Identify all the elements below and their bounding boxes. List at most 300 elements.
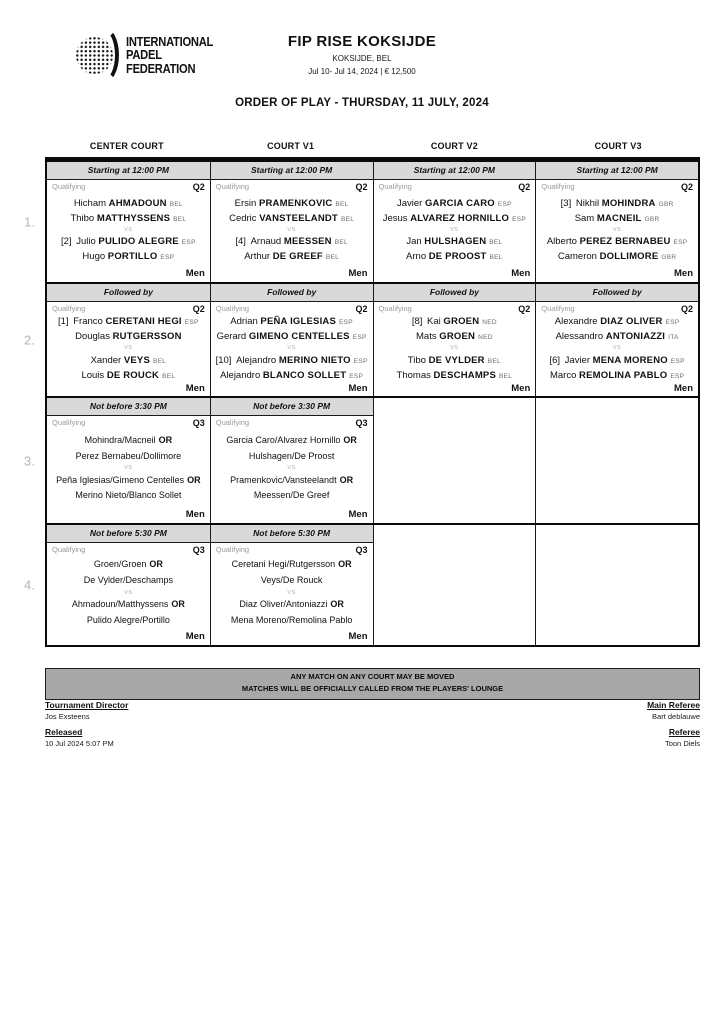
or-label: OR: [158, 434, 173, 445]
country-code: GBR: [658, 200, 674, 208]
released-timestamp: 10 Jul 2024 5:07 PM: [45, 739, 114, 748]
country-code: BEL: [340, 215, 355, 223]
first-name: Jan: [406, 236, 425, 248]
schedule-row: [24, 523, 698, 645]
first-name: Julio: [76, 236, 99, 248]
round-label: Q3: [192, 418, 205, 428]
time-band: Starting at 12:00 PM: [47, 162, 210, 180]
vs-label: VS: [612, 226, 622, 233]
country-code: NED: [482, 319, 497, 326]
time-band: Followed by: [374, 284, 536, 302]
team-line: Ahmadoun/Matthyssens OR: [71, 599, 185, 610]
country-code: ESP: [512, 215, 527, 223]
teams-block: [541, 314, 693, 383]
last-name: GIMENO CENTELLES: [248, 331, 350, 343]
vs-label: VS: [450, 345, 459, 352]
match-foot: [216, 631, 368, 642]
match-cell-empty: [535, 398, 698, 523]
match-foot: [216, 268, 368, 279]
first-name: Marco: [549, 369, 580, 381]
match-foot: [52, 631, 205, 642]
last-name: BLANCO SOLLET: [262, 369, 347, 381]
event-dates-prize: Jul 10- Jul 14, 2024 | € 12,500: [308, 67, 416, 76]
team-line: Perez Bernabeu/Dollimore: [75, 450, 182, 461]
teams-block: [216, 555, 368, 631]
player-line: [70, 211, 186, 226]
last-name: DE VYLDER: [428, 354, 485, 366]
first-name: Kai: [427, 316, 444, 327]
tournament-director-name: Jos Exsteens: [45, 712, 90, 721]
country-code: NED: [478, 334, 493, 342]
last-name: VEYS: [123, 354, 150, 366]
country-code: ESP: [353, 357, 368, 365]
country-code: BEL: [489, 254, 503, 262]
teams-block: [52, 314, 205, 383]
last-name: REMOLINA PABLO: [579, 369, 668, 381]
country-code: ESP: [665, 319, 680, 326]
team-line: Groen/Groen OR: [93, 559, 163, 570]
first-name: Javier: [396, 197, 425, 209]
first-name: Nikhil: [575, 197, 602, 209]
teams-block: [52, 428, 205, 509]
time-band: Starting at 12:00 PM: [374, 162, 536, 180]
gender-label: Men: [511, 268, 531, 279]
vs-label: VS: [450, 226, 459, 233]
teams-block: [216, 428, 368, 509]
logo-line: PADEL: [126, 47, 162, 63]
country-code: GBR: [661, 254, 677, 262]
match-head: [52, 418, 205, 428]
seed-label: [10]: [215, 354, 235, 366]
first-name: Alessandro: [555, 331, 606, 343]
seed-label: [3]: [560, 197, 574, 209]
seed-label: [8]: [411, 316, 426, 327]
country-code: BEL: [325, 254, 340, 262]
first-name: Thibo: [70, 212, 97, 224]
last-name: MOHINDRA: [601, 197, 656, 209]
vs-label: VS: [124, 226, 133, 233]
team-line: Hulshagen/De Proost: [248, 450, 335, 461]
first-name: Xander: [90, 354, 124, 366]
footer-right: [647, 700, 700, 754]
match-content: [47, 180, 210, 282]
teams-block: [541, 192, 693, 268]
notice-bar: [45, 668, 700, 700]
first-name: Louis: [81, 369, 107, 381]
team-line: Diaz Oliver/Antoniazzi OR: [239, 599, 344, 610]
match-head: [52, 545, 205, 555]
gender-label: Men: [185, 268, 205, 279]
match-foot: [541, 268, 693, 279]
referee-name: Toon Diels: [664, 739, 700, 748]
team-line: Garcia Caro/Alvarez Hornillo OR: [226, 434, 357, 445]
match-foot: [541, 383, 693, 394]
match-cell: [210, 525, 373, 645]
schedule-row: [24, 282, 698, 396]
match-cell-empty: [535, 525, 698, 645]
seed-label: [1]: [58, 316, 72, 327]
match-content: [374, 180, 536, 282]
country-code: ESP: [181, 239, 196, 247]
match-head: [379, 304, 531, 314]
referee-label: Referee: [668, 727, 700, 737]
match-foot: [52, 509, 205, 520]
match-cell: [47, 525, 210, 645]
match-content: [47, 543, 210, 645]
round-label: Q2: [518, 304, 531, 314]
court-header-row: [45, 141, 700, 151]
match-head: [541, 304, 693, 314]
match-head: [379, 182, 531, 192]
match-head: [216, 545, 368, 555]
released-label: Released: [45, 727, 83, 737]
team-line: Pramenkovic/Vansteelandt OR: [230, 474, 354, 485]
last-name: PULIDO ALEGRE: [98, 236, 179, 248]
teams-block: [379, 314, 531, 383]
event-location: KOKSIJDE, BEL: [332, 54, 392, 63]
seed-label: [6]: [549, 354, 563, 366]
round-label: Q3: [355, 545, 368, 555]
page-title: ORDER OF PLAY - THURSDAY, 11 JULY, 2024: [235, 97, 489, 109]
row-number: 4.: [24, 577, 35, 593]
player-line: [397, 196, 512, 211]
schedule-row: [24, 162, 698, 282]
court-name-v2: COURT V2: [430, 141, 478, 151]
teams-block: [379, 192, 531, 268]
team-line: Pulido Alegre/Portillo: [86, 614, 170, 625]
country-code: ESP: [670, 372, 685, 380]
round-label: Q2: [192, 304, 205, 314]
match-content: [374, 302, 536, 397]
country-code: BEL: [162, 372, 176, 380]
last-name: PRAMENKOVIC: [258, 197, 333, 209]
first-name: Hugo: [82, 251, 108, 263]
player-line: [383, 211, 526, 226]
match-cell: [535, 162, 698, 282]
last-name: HULSHAGEN: [424, 236, 487, 248]
or-label: OR: [330, 599, 344, 610]
match-content: [211, 416, 373, 523]
match-cell-empty: [373, 525, 536, 645]
country-code: BEL: [487, 357, 501, 365]
time-band: Followed by: [211, 284, 373, 302]
match-cell-empty: [373, 398, 536, 523]
time-band: Not before 3:30 PM: [211, 398, 373, 416]
vs-label: VS: [124, 465, 133, 472]
gender-label: Men: [674, 383, 693, 394]
country-code: ESP: [184, 319, 199, 326]
first-name: Gerard: [216, 331, 249, 343]
first-name: Ersin: [234, 197, 259, 209]
round-label: Q2: [680, 304, 693, 314]
court-name-v3: COURT V3: [594, 141, 642, 151]
match-foot: [379, 383, 531, 394]
vs-label: VS: [612, 345, 622, 352]
match-head: [216, 418, 368, 428]
player-line: [549, 353, 684, 368]
player-line: [229, 211, 354, 226]
teams-block: [216, 192, 368, 268]
gender-label: Men: [185, 383, 205, 394]
first-name: Alberto: [546, 236, 580, 248]
event-header: [0, 33, 724, 76]
player-line: [244, 249, 339, 264]
court-name-v1: COURT V1: [267, 141, 315, 151]
last-name: MATTHYSSENS: [96, 212, 171, 224]
country-code: BEL: [489, 239, 503, 247]
country-code: BEL: [334, 239, 348, 247]
last-name: ANTONIAZZI: [605, 331, 666, 343]
player-line: [556, 329, 679, 344]
last-name: VANSTEELANDT: [259, 212, 338, 224]
phase-label: Qualifying: [378, 304, 412, 313]
last-name: MEESSEN: [283, 236, 332, 248]
player-line: [82, 249, 174, 264]
or-label: OR: [171, 599, 185, 610]
team-line: Mena Moreno/Remolina Pablo: [230, 614, 353, 625]
phase-label: Qualifying: [215, 418, 250, 427]
first-name: Thomas: [396, 369, 434, 381]
player-line: [217, 329, 367, 344]
phase-label: Qualifying: [52, 182, 86, 191]
player-line: [406, 234, 502, 249]
last-name: ALVAREZ HORNILLO: [410, 212, 510, 224]
player-line: [555, 314, 680, 329]
match-cell: [210, 162, 373, 282]
time-band: Not before 5:30 PM: [47, 525, 210, 543]
country-code: BEL: [173, 215, 187, 223]
last-name: CERETANI HEGI: [105, 316, 182, 327]
round-label: Q2: [192, 182, 205, 192]
gender-label: Men: [348, 383, 368, 394]
player-line: [561, 196, 674, 211]
row-number: 2.: [24, 332, 35, 348]
last-name: GROEN: [439, 331, 476, 343]
time-band: Starting at 12:00 PM: [536, 162, 698, 180]
player-line: [408, 353, 501, 368]
country-code: BEL: [499, 372, 513, 380]
country-code: ESP: [339, 319, 353, 326]
first-name: Mats: [416, 331, 440, 343]
player-line: [235, 196, 349, 211]
country-code: BEL: [169, 200, 183, 208]
team-line: Meessen/De Greef: [253, 490, 330, 501]
round-label: Q3: [192, 545, 205, 555]
player-line: [547, 234, 688, 249]
team-line: Veys/De Rouck: [260, 575, 323, 586]
first-name: Alexandre: [554, 316, 601, 327]
gender-label: Men: [674, 268, 693, 279]
phase-label: Qualifying: [378, 182, 412, 191]
player-line: [220, 368, 363, 383]
match-content: [211, 302, 373, 397]
vs-label: VS: [124, 589, 133, 596]
player-line: [81, 368, 175, 383]
player-line: [75, 329, 182, 344]
row-number: 3.: [24, 453, 35, 468]
player-line: [416, 329, 493, 344]
teams-block: [52, 192, 205, 268]
match-cell: [373, 162, 536, 282]
player-line: [74, 196, 183, 211]
schedule-table: [24, 157, 700, 647]
player-line: [558, 249, 677, 264]
first-name: Hicham: [73, 197, 109, 209]
match-cell: [47, 284, 210, 397]
match-cell: [210, 398, 373, 523]
last-name: PEREZ BERNABEU: [579, 236, 671, 248]
last-name: DE ROUCK: [106, 369, 160, 381]
last-name: RUTGERSSON: [112, 331, 182, 343]
first-name: Cameron: [557, 251, 600, 263]
or-label: OR: [187, 474, 201, 485]
main-referee-name: Bart deblauwe: [652, 712, 700, 721]
phase-label: Qualifying: [215, 182, 250, 191]
country-code: ESP: [673, 239, 688, 247]
seed-label: [4]: [235, 236, 249, 248]
match-content: [536, 302, 698, 397]
gender-label: Men: [348, 268, 368, 279]
event-title: FIP RISE KOKSIJDE: [287, 33, 437, 50]
player-line: [397, 368, 513, 383]
first-name: Tibo: [407, 354, 429, 366]
time-band: Not before 5:30 PM: [211, 525, 373, 543]
match-content: [211, 180, 373, 282]
team-line: De Vylder/Deschamps: [83, 575, 173, 586]
country-code: ESP: [670, 357, 685, 365]
last-name: PEÑA IGLESIAS: [260, 316, 337, 327]
first-name: Sam: [574, 212, 597, 224]
gender-label: Men: [348, 509, 368, 520]
phase-label: Qualifying: [541, 304, 575, 313]
footer: [45, 700, 700, 754]
first-name: Alejandro: [220, 369, 263, 381]
match-content: [47, 302, 210, 397]
last-name: MACNEIL: [596, 212, 642, 224]
logo-line: INTERNATIONAL: [126, 33, 214, 49]
court-name-center-court: CENTER COURT: [89, 141, 164, 151]
match-cell: [47, 162, 210, 282]
or-label: OR: [338, 559, 352, 570]
player-line: [58, 314, 199, 329]
vs-label: VS: [287, 226, 296, 233]
notice-line: MATCHES WILL BE OFFICIALLY CALLED FROM THE PLAYERS' LOUNGE: [241, 684, 504, 694]
player-line: [91, 353, 167, 368]
country-code: ESP: [349, 372, 364, 380]
country-code: BEL: [153, 357, 167, 365]
round-label: Q2: [355, 304, 368, 314]
player-line: [412, 314, 497, 329]
round-label: Q2: [680, 182, 693, 192]
player-line: [235, 234, 348, 249]
tournament-director-label: Tournament Director: [45, 700, 129, 710]
match-head: [52, 304, 205, 314]
notice-line: ANY MATCH ON ANY COURT MAY BE MOVED: [290, 672, 455, 681]
phase-label: Qualifying: [52, 418, 86, 427]
first-name: Jesus: [382, 212, 411, 224]
last-name: DIAZ OLIVER: [600, 316, 663, 327]
phase-label: Qualifying: [52, 545, 86, 554]
last-name: GROEN: [443, 316, 480, 327]
first-name: Cedric: [229, 212, 260, 224]
match-cell: [47, 398, 210, 523]
vs-label: VS: [124, 345, 133, 352]
match-foot: [216, 509, 368, 520]
footer-left: [45, 700, 128, 754]
vs-label: VS: [287, 345, 296, 352]
time-band: Not before 3:30 PM: [47, 398, 210, 416]
last-name: AHMADOUN: [108, 197, 167, 209]
phase-label: Qualifying: [541, 182, 575, 191]
match-head: [216, 182, 368, 192]
gender-label: Men: [185, 509, 205, 520]
match-cell: [535, 284, 698, 397]
match-cell: [210, 284, 373, 397]
time-band: Followed by: [47, 284, 210, 302]
match-head: [52, 182, 205, 192]
logo-line: FEDERATION: [126, 60, 196, 76]
time-band: Starting at 12:00 PM: [211, 162, 373, 180]
match-foot: [216, 383, 368, 394]
match-foot: [52, 268, 205, 279]
match-foot: [52, 383, 205, 394]
first-name: Adrian: [230, 316, 261, 327]
first-name: Alejandro: [236, 354, 279, 366]
gender-label: Men: [185, 631, 205, 642]
phase-label: Qualifying: [52, 304, 86, 313]
match-head: [216, 304, 368, 314]
country-code: ITA: [668, 334, 679, 342]
first-name: Arnaud: [250, 236, 284, 248]
vs-label: VS: [287, 465, 296, 472]
gender-label: Men: [511, 383, 531, 394]
player-line: [575, 211, 660, 226]
team-line: Mohindra/Macneil OR: [84, 434, 173, 445]
player-line: [216, 353, 368, 368]
first-name: Arno: [406, 251, 429, 263]
match-cell: [373, 284, 536, 397]
country-code: ESP: [352, 334, 367, 342]
or-label: OR: [343, 434, 357, 445]
last-name: DE PROOST: [428, 251, 487, 263]
match-content: [536, 180, 698, 282]
round-label: Q2: [355, 182, 368, 192]
last-name: DOLLIMORE: [599, 251, 659, 263]
first-name: Arthur: [244, 251, 273, 263]
phase-label: Qualifying: [215, 304, 250, 313]
country-code: ESP: [160, 254, 175, 262]
time-band: Followed by: [536, 284, 698, 302]
match-content: [211, 543, 373, 645]
country-code: BEL: [335, 200, 349, 208]
last-name: DESCHAMPS: [433, 369, 497, 381]
player-line: [550, 368, 684, 383]
schedule-row: [24, 396, 698, 523]
player-line: [406, 249, 503, 264]
first-name: Javier: [564, 354, 593, 366]
team-line: Peña Iglesias/Gimeno Centelles OR: [56, 474, 201, 485]
last-name: MERINO NIETO: [278, 354, 351, 366]
round-label: Q2: [518, 182, 531, 192]
match-head: [541, 182, 693, 192]
last-name: MENA MORENO: [592, 354, 668, 366]
row-number: 1.: [24, 214, 35, 230]
or-label: OR: [339, 474, 354, 485]
seed-label: [2]: [61, 236, 75, 248]
phase-label: Qualifying: [215, 545, 250, 554]
first-name: Franco: [73, 316, 106, 327]
team-line: Ceretani Hegi/Rutgersson OR: [231, 559, 352, 570]
